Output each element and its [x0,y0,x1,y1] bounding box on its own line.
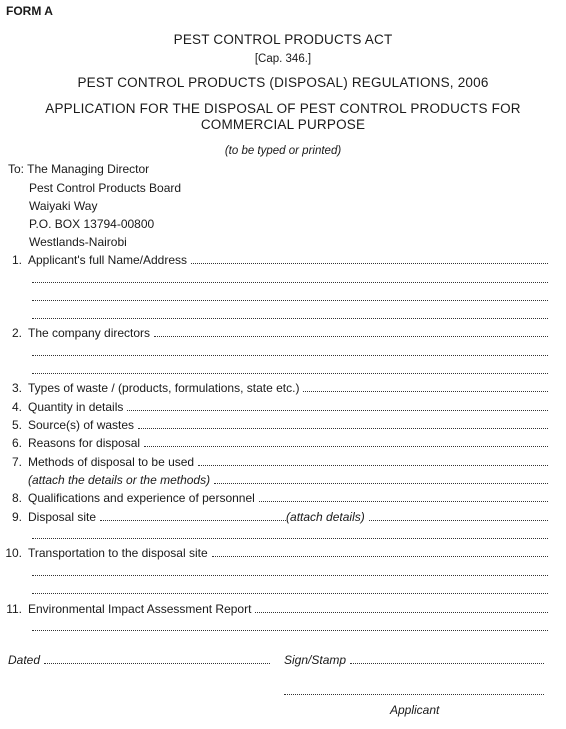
act-title: PEST CONTROL PRODUCTS ACT [173,32,393,47]
fill-in-line[interactable] [154,326,548,337]
fill-in-line[interactable] [138,418,548,429]
item-methods [0,455,548,471]
item-reasons [0,436,548,452]
item-label: Methods of disposal to be used [28,455,195,469]
fill-in-line[interactable] [198,455,548,466]
item-applicant-name [0,253,548,269]
fill-in-line[interactable] [127,400,548,411]
item-label: Source(s) of wastes [28,418,135,432]
item-number: 10. [5,546,22,560]
fill-in-line[interactable] [303,381,548,392]
regulations-title: PEST CONTROL PRODUCTS (DISPOSAL) REGULATIONS, 2006 [77,75,489,90]
fill-in-line[interactable] [32,538,548,539]
signature-line[interactable] [284,694,544,695]
item-number: 8. [11,491,22,505]
item-transportation [0,546,548,562]
item-company-directors [0,326,548,342]
item-number: 11. [6,602,22,616]
item-number: 9. [11,510,22,524]
fill-in-line[interactable] [100,510,286,521]
item-qualifications [0,491,548,507]
fill-in-line[interactable] [32,355,548,356]
fill-in-line[interactable] [32,593,548,594]
item-disposal-site [0,510,548,526]
address-to: To: The Managing Director [8,162,150,176]
item-number: 2. [11,326,22,340]
item-label: Transportation to the disposal site [28,546,208,560]
address-line4: Westlands-Nairobi [29,235,127,249]
item-label: Quantity in details [28,400,124,414]
fill-in-line[interactable] [191,253,548,264]
fill-in-line[interactable] [32,575,548,576]
sign-row [284,653,544,669]
item-eia-report [0,602,548,618]
item-number: 6. [11,436,22,450]
signature-line[interactable] [350,653,544,664]
item-quantity [0,400,548,416]
item-number: 7. [11,455,22,469]
item-label: Environmental Impact Assessment Report [28,602,252,616]
item-label: Types of waste / (products, formulations, state etc.) [28,381,300,395]
item-label: Disposal site [28,510,97,524]
item-label: The company directors [28,326,151,340]
item-label: Reasons for disposal [28,436,141,450]
address-line1: Pest Control Products Board [29,181,182,195]
form-title-line2: COMMERCIAL PURPOSE [200,117,366,132]
fill-in-line[interactable] [255,602,548,613]
item-sources [0,418,548,434]
applicant-label: Applicant [390,703,440,717]
item-types-of-waste [0,381,548,397]
fill-in-line[interactable] [32,318,548,319]
fill-in-line[interactable] [32,282,548,283]
item-methods-note [0,473,548,489]
form-label: FORM A [6,4,53,18]
dated-row [8,653,270,669]
fill-in-line[interactable] [32,373,548,374]
date-line[interactable] [44,653,270,664]
address-line3: P.O. BOX 13794-00800 [29,217,155,231]
fill-in-line[interactable] [369,510,548,521]
typing-note: (to be typed or printed) [224,145,342,157]
item-number: 4. [11,400,22,414]
form-title-line1: APPLICATION FOR THE DISPOSAL OF PEST CONTROL PRODUCTS FOR [45,101,521,116]
item-number: 3. [11,381,22,395]
sign-label: Sign/Stamp [284,653,347,667]
item-number: 1. [11,253,22,267]
item-number: 5. [11,418,22,432]
item-label: (attach the details or the methods) [28,473,211,487]
attach-details-label: (attach details) [286,510,365,524]
item-label: Applicant's full Name/Address [28,253,188,267]
fill-in-line[interactable] [212,546,548,557]
item-label: Qualifications and experience of personnel [28,491,255,505]
fill-in-line[interactable] [259,491,548,502]
fill-in-line[interactable] [144,436,548,447]
dated-label: Dated [8,653,41,667]
fill-in-line[interactable] [214,473,548,484]
cap-reference: [Cap. 346.] [254,53,312,65]
address-line2: Waiyaki Way [29,199,98,213]
fill-in-line[interactable] [32,630,548,631]
fill-in-line[interactable] [32,300,548,301]
